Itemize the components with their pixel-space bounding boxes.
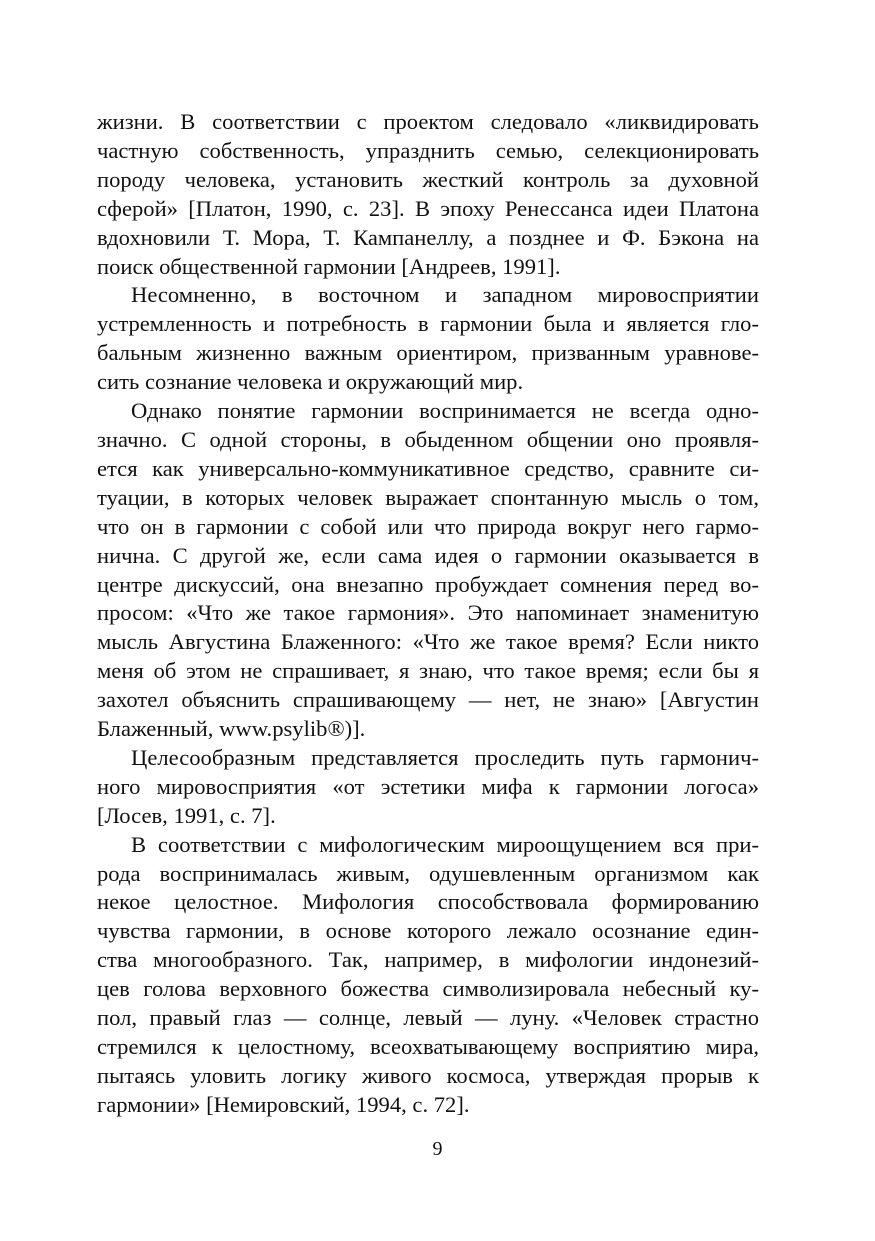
paragraph-5: [97, 831, 759, 1120]
text-line: стремился к целостному, всеохватывающему восприятию мира,: [97, 1034, 759, 1059]
text-line: захотел объяснить спрашивающему — нет, не знаю» [Августин: [97, 687, 759, 713]
text-line: породу человека, установить жесткий контроль за духовной: [97, 166, 759, 192]
text-line: частную собственность, упразднить семью, селекционировать: [97, 137, 759, 163]
text-line: рода воспринималась живым, одушевленным организмом как: [97, 860, 759, 886]
text-line: вдохновили Т. Мора, Т. Кампанеллу, а позднее и Ф. Бэкона на: [97, 224, 759, 250]
text-line: устремленность и потребность в гармонии была и является гло-: [97, 311, 759, 337]
text-line: сить сознание человека и окружающий мир.: [97, 369, 524, 395]
text-line: жизни. В соответствии с проектом следовало «ликвидировать: [97, 109, 759, 134]
text-line: меня об этом не спрашивает, я знаю, что такое время; если бы я: [97, 658, 759, 684]
paragraph-1: [97, 108, 759, 281]
text-line: гармонии» [Немировский, 1994, с. 72].: [97, 1091, 470, 1117]
text-line: Однако понятие гармонии воспринимается не всегда одно-: [131, 398, 759, 424]
text-line: что он в гармонии с собой или что природа вокруг него гармо-: [97, 513, 759, 539]
text-line: поиск общественной гармонии [Андреев, 1991].: [97, 253, 561, 279]
text-line: Целесообразным представляется проследить путь гармонич-: [131, 744, 759, 770]
text-line: [Лосев, 1991, с. 7].: [97, 802, 276, 828]
text-line: Блаженный, www.psylib®)].: [97, 716, 366, 742]
page-number: 9: [432, 1138, 443, 1160]
text-line: В соответствии с мифологическим мироощущением вся при-: [131, 831, 759, 857]
text-line: центре дискуссий, она внезапно пробуждает сомнения перед во-: [97, 571, 759, 597]
text-line: сферой» [Платон, 1990, с. 23]. В эпоху Ренессанса идеи Платона: [97, 195, 759, 221]
text-line: пытаясь уловить логику живого космоса, утверждая прорыв к: [97, 1062, 759, 1088]
text-line: ного мировосприятия «от эстетики мифа к гармонии логоса»: [97, 773, 759, 799]
text-line: пол, правый глаз — солнце, левый — луну. «Человек страстно: [97, 1005, 759, 1031]
body-text: [97, 108, 759, 1120]
text-line: Несомненно, в восточном и западном мировосприятии: [131, 282, 759, 308]
text-line: значно. С одной стороны, в обыденном общении оно проявля-: [97, 426, 759, 452]
text-line: бальным жизненно важным ориентиром, призванным уравнове-: [97, 340, 759, 366]
text-line: ства многообразного. Так, например, в мифологии индонезий-: [97, 947, 759, 973]
paragraph-2: [97, 281, 759, 397]
text-line: нична. С другой же, если сама идея о гармонии оказывается в: [97, 542, 759, 568]
text-line: чувства гармонии, в основе которого лежало осознание един-: [97, 918, 759, 944]
text-line: мысль Августина Блаженного: «Что же такое время? Если никто: [97, 629, 759, 655]
text-line: некое целостное. Мифология способствовала формированию: [97, 889, 759, 915]
text-line: ется как универсально-коммуникативное средство, сравните си-: [97, 455, 759, 481]
paragraph-4: [97, 744, 759, 831]
text-line: туации, в которых человек выражает спонтанную мысль о том,: [97, 484, 759, 510]
paragraph-3: [97, 397, 759, 744]
text-line: цев голова верховного божества символизировала небесный ку-: [97, 976, 759, 1002]
text-line: просом: «Что же такое гармония». Это напоминает знаменитую: [97, 600, 759, 626]
